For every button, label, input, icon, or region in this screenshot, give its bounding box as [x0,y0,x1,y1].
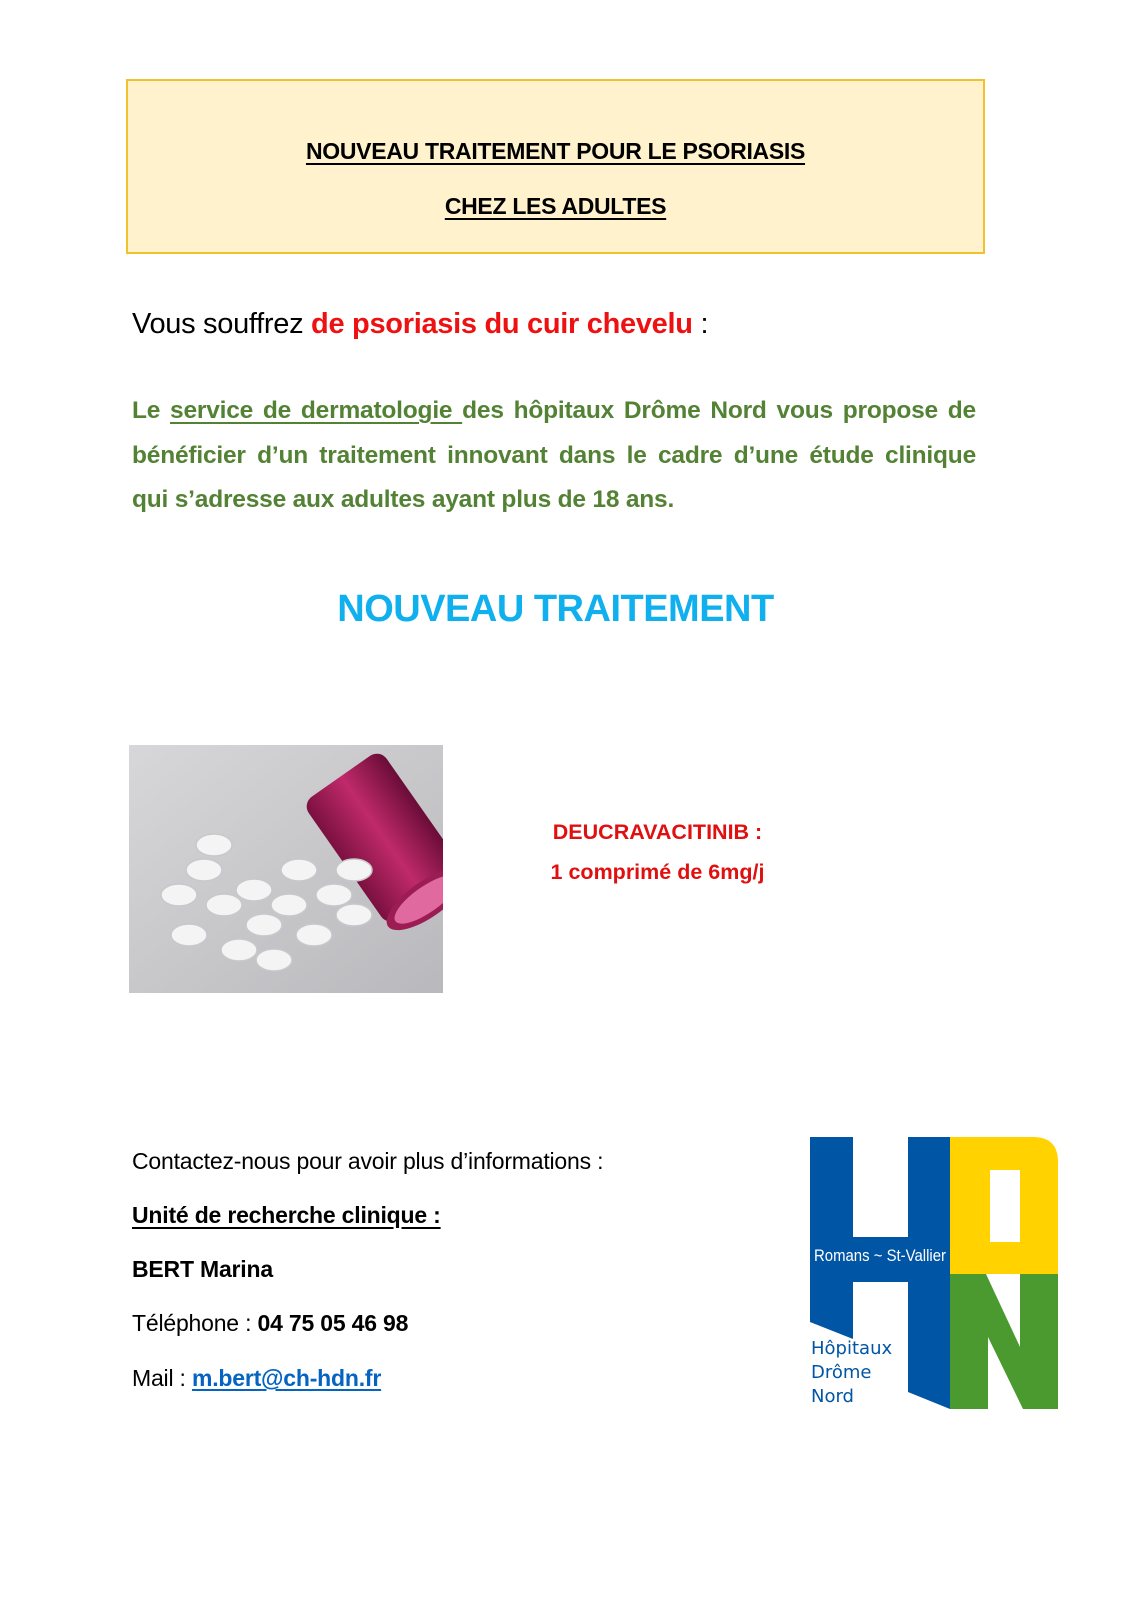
contact-phone-row [132,1310,408,1337]
logo-line2: Drôme [811,1362,872,1383]
phone-label: Téléphone : [132,1310,258,1336]
intro-service-name: service de dermatologie [170,397,463,424]
mail-link[interactable]: m.bert@ch-hdn.fr [191,1365,382,1391]
intro-paragraph [132,389,976,523]
title-line-1: NOUVEAU TRAITEMENT POUR LE PSORIASIS [305,138,806,164]
new-treatment-heading: NOUVEAU TRAITEMENT [337,588,774,630]
question-prefix: Vous souffrez [132,308,312,340]
phone-number[interactable]: 04 75 05 46 98 [257,1310,409,1336]
question-heading [132,308,708,341]
hdn-logo [808,1137,1058,1409]
question-suffix: : [692,308,709,340]
contact-unit: Unité de recherche clinique : [132,1202,441,1228]
question-highlight: de psoriasis du cuir chevelu [311,308,693,340]
title-box [126,79,985,254]
pills-image [129,745,443,993]
logo-line3: Nord [811,1386,854,1407]
title-line-2: CHEZ LES ADULTES [444,193,667,219]
contact-mail-row [132,1365,381,1392]
drug-name: DEUCRAVACITINIB : [552,820,763,844]
intro-part2: des hôpitaux Drôme Nord vous propose de bénéficier d’un traitement innovant dans le cadre d’une étude clinique qui s’adresse aux adultes ayant plus de 18 ans. [132,397,976,513]
contact-intro: Contactez-nous pour avoir plus d’informations : [132,1148,604,1174]
mail-label: Mail : [132,1365,192,1391]
intro-part1: Le [132,397,171,424]
drug-info [480,812,835,892]
drug-dose: 1 comprimé de 6mg/j [550,860,765,884]
contact-name: BERT Marina [132,1256,273,1282]
logo-line1: Hôpitaux [811,1338,893,1359]
logo-tagline: Romans ~ St-Vallier [814,1246,947,1265]
